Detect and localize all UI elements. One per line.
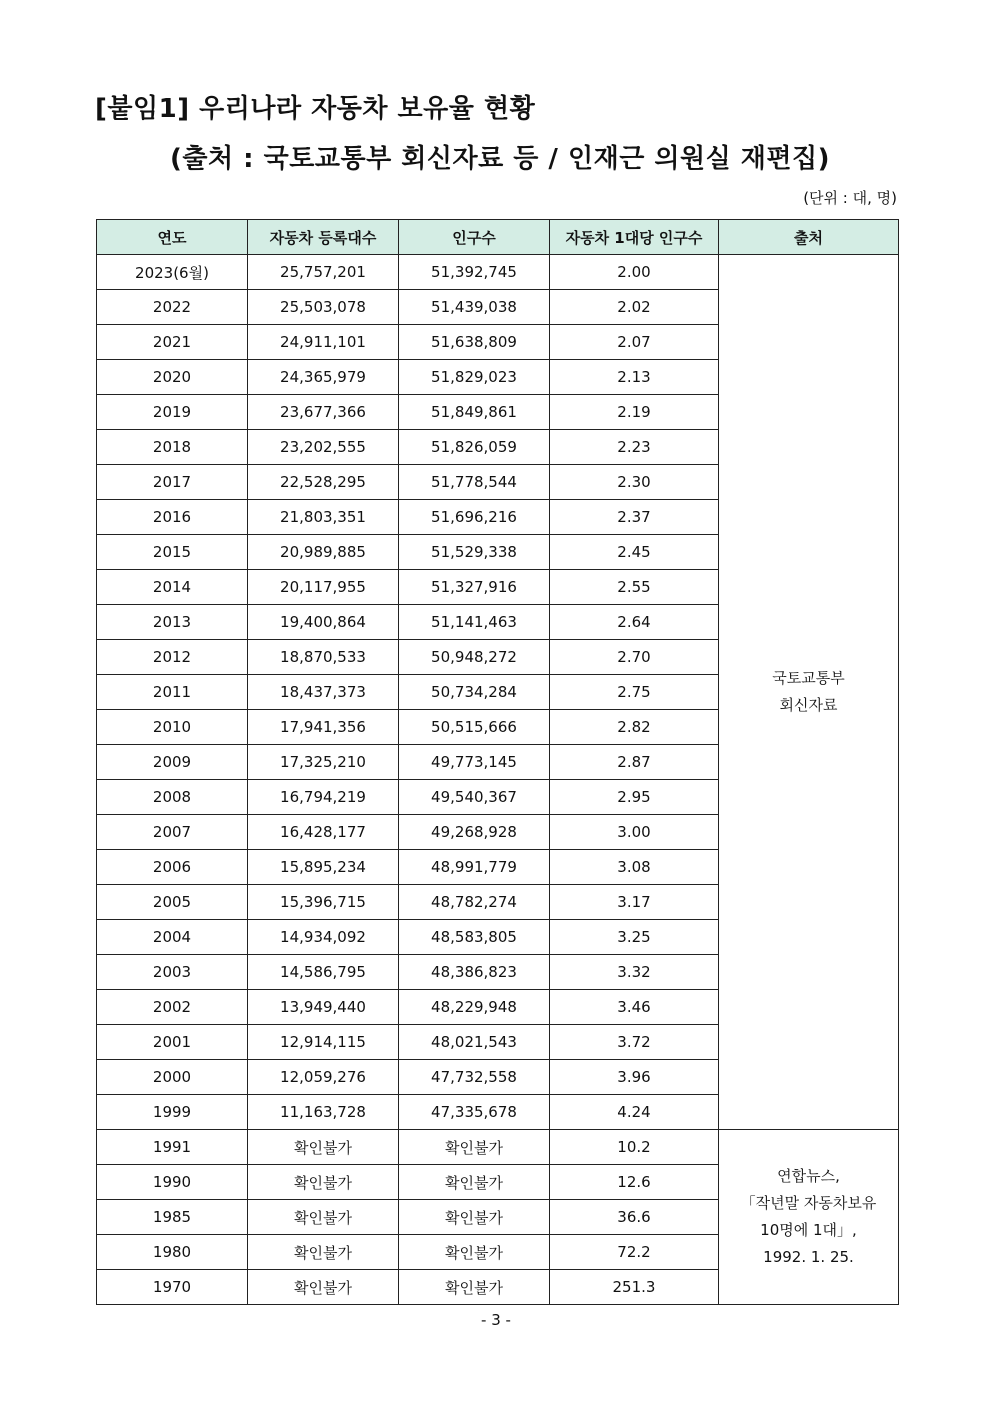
cell-year: 2008 xyxy=(97,780,248,815)
cell-year: 2004 xyxy=(97,920,248,955)
cell-source xyxy=(719,1130,899,1305)
cell-registered-cars: 확인불가 xyxy=(248,1130,399,1165)
cell-registered-cars: 22,528,295 xyxy=(248,465,399,500)
cell-registered-cars: 17,941,356 xyxy=(248,710,399,745)
cell-registered-cars: 확인불가 xyxy=(248,1235,399,1270)
cell-persons-per-car: 2.70 xyxy=(550,640,719,675)
cell-year: 1991 xyxy=(97,1130,248,1165)
header-source: 출처 xyxy=(719,220,899,255)
cell-year: 2022 xyxy=(97,290,248,325)
cell-registered-cars: 11,163,728 xyxy=(248,1095,399,1130)
page-number: - 3 - xyxy=(481,1311,511,1329)
cell-population: 49,268,928 xyxy=(399,815,550,850)
cell-population: 확인불가 xyxy=(399,1130,550,1165)
cell-source xyxy=(719,255,899,1130)
cell-population: 확인불가 xyxy=(399,1235,550,1270)
cell-year: 2021 xyxy=(97,325,248,360)
cell-population: 47,335,678 xyxy=(399,1095,550,1130)
cell-year: 2017 xyxy=(97,465,248,500)
cell-year: 2010 xyxy=(97,710,248,745)
cell-population: 48,991,779 xyxy=(399,850,550,885)
cell-registered-cars: 16,794,219 xyxy=(248,780,399,815)
cell-persons-per-car: 3.17 xyxy=(550,885,719,920)
cell-registered-cars: 12,059,276 xyxy=(248,1060,399,1095)
cell-population: 48,583,805 xyxy=(399,920,550,955)
cell-registered-cars: 18,437,373 xyxy=(248,675,399,710)
header-registered-cars: 자동차 등록대수 xyxy=(248,220,399,255)
table-row xyxy=(97,1130,899,1165)
cell-registered-cars: 확인불가 xyxy=(248,1200,399,1235)
cell-population: 51,141,463 xyxy=(399,605,550,640)
cell-population: 50,948,272 xyxy=(399,640,550,675)
cell-registered-cars: 15,895,234 xyxy=(248,850,399,885)
cell-population: 51,529,338 xyxy=(399,535,550,570)
page-subtitle: (출처 : 국토교통부 회신자료 등 / 인재근 의원실 재편집) xyxy=(170,144,831,174)
cell-year: 2014 xyxy=(97,570,248,605)
table-header-row xyxy=(97,220,899,255)
cell-population: 확인불가 xyxy=(399,1200,550,1235)
cell-year: 1990 xyxy=(97,1165,248,1200)
cell-persons-per-car: 2.55 xyxy=(550,570,719,605)
cell-persons-per-car: 3.32 xyxy=(550,955,719,990)
table-body xyxy=(97,255,899,1305)
cell-population: 51,829,023 xyxy=(399,360,550,395)
table-row xyxy=(97,255,899,290)
cell-persons-per-car: 2.00 xyxy=(550,255,719,290)
cell-persons-per-car: 2.95 xyxy=(550,780,719,815)
cell-persons-per-car: 12.6 xyxy=(550,1165,719,1200)
cell-registered-cars: 확인불가 xyxy=(248,1165,399,1200)
cell-registered-cars: 14,934,092 xyxy=(248,920,399,955)
cell-population: 51,849,861 xyxy=(399,395,550,430)
header-population: 인구수 xyxy=(399,220,550,255)
cell-persons-per-car: 2.45 xyxy=(550,535,719,570)
cell-persons-per-car: 3.25 xyxy=(550,920,719,955)
cell-registered-cars: 21,803,351 xyxy=(248,500,399,535)
cell-population: 51,392,745 xyxy=(399,255,550,290)
cell-year: 2019 xyxy=(97,395,248,430)
cell-year: 2020 xyxy=(97,360,248,395)
cell-registered-cars: 20,989,885 xyxy=(248,535,399,570)
cell-year: 1985 xyxy=(97,1200,248,1235)
cell-population: 48,386,823 xyxy=(399,955,550,990)
cell-persons-per-car: 2.23 xyxy=(550,430,719,465)
cell-year: 2011 xyxy=(97,675,248,710)
cell-registered-cars: 24,365,979 xyxy=(248,360,399,395)
cell-persons-per-car: 2.75 xyxy=(550,675,719,710)
cell-persons-per-car: 4.24 xyxy=(550,1095,719,1130)
cell-year: 2003 xyxy=(97,955,248,990)
source-line: 「작년말 자동차보유 xyxy=(740,1194,877,1212)
cell-registered-cars: 25,757,201 xyxy=(248,255,399,290)
cell-year: 2023(6월) xyxy=(97,255,248,290)
source-line: 회신자료 xyxy=(779,696,838,714)
cell-year: 2007 xyxy=(97,815,248,850)
cell-registered-cars: 23,202,555 xyxy=(248,430,399,465)
cell-registered-cars: 23,677,366 xyxy=(248,395,399,430)
cell-persons-per-car: 2.30 xyxy=(550,465,719,500)
cell-population: 49,773,145 xyxy=(399,745,550,780)
cell-persons-per-car: 2.02 xyxy=(550,290,719,325)
cell-persons-per-car: 3.72 xyxy=(550,1025,719,1060)
cell-population: 48,021,543 xyxy=(399,1025,550,1060)
cell-year: 2018 xyxy=(97,430,248,465)
cell-year: 2002 xyxy=(97,990,248,1025)
cell-registered-cars: 20,117,955 xyxy=(248,570,399,605)
cell-year: 2013 xyxy=(97,605,248,640)
cell-persons-per-car: 36.6 xyxy=(550,1200,719,1235)
cell-persons-per-car: 10.2 xyxy=(550,1130,719,1165)
cell-persons-per-car: 3.96 xyxy=(550,1060,719,1095)
cell-registered-cars: 13,949,440 xyxy=(248,990,399,1025)
source-line: 1992. 1. 25. xyxy=(763,1248,854,1266)
header-year: 연도 xyxy=(97,220,248,255)
source-line: 연합뉴스, xyxy=(777,1167,840,1185)
source-line: 10명에 1대」, xyxy=(760,1221,857,1239)
cell-registered-cars: 14,586,795 xyxy=(248,955,399,990)
cell-year: 1970 xyxy=(97,1270,248,1305)
cell-persons-per-car: 3.08 xyxy=(550,850,719,885)
cell-persons-per-car: 251.3 xyxy=(550,1270,719,1305)
cell-population: 51,439,038 xyxy=(399,290,550,325)
cell-population: 48,229,948 xyxy=(399,990,550,1025)
cell-persons-per-car: 2.37 xyxy=(550,500,719,535)
car-ownership-table xyxy=(96,219,899,1305)
cell-registered-cars: 16,428,177 xyxy=(248,815,399,850)
cell-year: 2016 xyxy=(97,500,248,535)
cell-registered-cars: 12,914,115 xyxy=(248,1025,399,1060)
cell-population: 47,732,558 xyxy=(399,1060,550,1095)
source-line: 국토교통부 xyxy=(772,669,845,687)
cell-year: 2009 xyxy=(97,745,248,780)
cell-registered-cars: 15,396,715 xyxy=(248,885,399,920)
cell-persons-per-car: 2.87 xyxy=(550,745,719,780)
cell-population: 50,515,666 xyxy=(399,710,550,745)
cell-persons-per-car: 2.07 xyxy=(550,325,719,360)
cell-year: 2000 xyxy=(97,1060,248,1095)
cell-year: 2012 xyxy=(97,640,248,675)
header-persons-per-car: 자동차 1대당 인구수 xyxy=(550,220,719,255)
cell-year: 2005 xyxy=(97,885,248,920)
cell-persons-per-car: 72.2 xyxy=(550,1235,719,1270)
cell-population: 51,696,216 xyxy=(399,500,550,535)
cell-persons-per-car: 2.64 xyxy=(550,605,719,640)
cell-registered-cars: 25,503,078 xyxy=(248,290,399,325)
cell-registered-cars: 19,400,864 xyxy=(248,605,399,640)
cell-population: 51,778,544 xyxy=(399,465,550,500)
cell-population: 50,734,284 xyxy=(399,675,550,710)
cell-registered-cars: 17,325,210 xyxy=(248,745,399,780)
cell-persons-per-car: 2.82 xyxy=(550,710,719,745)
cell-persons-per-car: 2.13 xyxy=(550,360,719,395)
cell-persons-per-car: 3.00 xyxy=(550,815,719,850)
cell-population: 확인불가 xyxy=(399,1270,550,1305)
cell-registered-cars: 확인불가 xyxy=(248,1270,399,1305)
cell-population: 51,826,059 xyxy=(399,430,550,465)
cell-persons-per-car: 2.19 xyxy=(550,395,719,430)
cell-registered-cars: 18,870,533 xyxy=(248,640,399,675)
cell-population: 확인불가 xyxy=(399,1165,550,1200)
page-title: [붙임1] 우리나라 자동차 보유율 현황 xyxy=(95,94,536,124)
cell-persons-per-car: 3.46 xyxy=(550,990,719,1025)
cell-registered-cars: 24,911,101 xyxy=(248,325,399,360)
cell-population: 51,327,916 xyxy=(399,570,550,605)
cell-year: 2006 xyxy=(97,850,248,885)
unit-note: (단위 : 대, 명) xyxy=(803,189,897,207)
cell-year: 2015 xyxy=(97,535,248,570)
cell-year: 2001 xyxy=(97,1025,248,1060)
cell-population: 49,540,367 xyxy=(399,780,550,815)
cell-year: 1999 xyxy=(97,1095,248,1130)
cell-population: 48,782,274 xyxy=(399,885,550,920)
cell-year: 1980 xyxy=(97,1235,248,1270)
cell-population: 51,638,809 xyxy=(399,325,550,360)
